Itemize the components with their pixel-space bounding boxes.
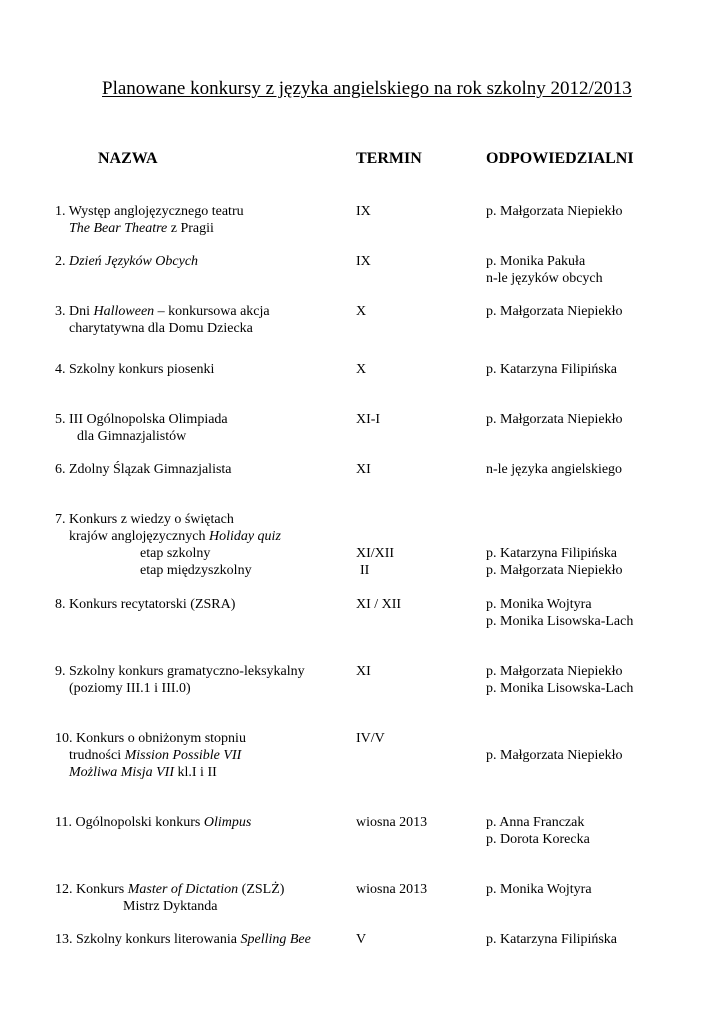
row-10-responsible: p. Małgorzata Niepiekło: [486, 748, 623, 763]
row-3-responsible: p. Małgorzata Niepiekło: [486, 304, 623, 319]
row-3-name: 3. Dni Halloween – konkursowa akcja: [55, 304, 270, 319]
row-10-name-line3: Możliwa Misja VII kl.I i II: [69, 765, 217, 780]
row-5-name-line2: dla Gimnazjalistów: [77, 429, 187, 444]
row-1-name-line2: The Bear Theatre z Pragii: [69, 221, 214, 236]
row-13-responsible: p. Katarzyna Filipińska: [486, 932, 618, 947]
row-8-name: 8. Konkurs recytatorski (ZSRA): [55, 597, 236, 612]
page-title: Planowane konkursy z języka angielskiego na rok szkolny 2012/2013: [102, 78, 632, 99]
row-8-responsible-2: p. Monika Lisowska-Lach: [486, 614, 634, 629]
row-1-name: 1. Występ anglojęzycznego teatru: [55, 204, 244, 219]
row-12-term: wiosna 2013: [356, 882, 428, 897]
row-7-stage-school: etap szkolny: [140, 546, 211, 561]
row-11-responsible: p. Anna Franczak: [486, 815, 585, 830]
row-8-responsible: p. Monika Wojtyra: [486, 597, 592, 612]
row-7-term-1: XI/XII: [356, 546, 395, 561]
row-6-name: 6. Zdolny Ślązak Gimnazjalista: [55, 462, 232, 477]
row-2-name: 2. Dzień Języków Obcych: [55, 254, 199, 269]
header-name: NAZWA: [98, 150, 158, 167]
row-12-name-line2: Mistrz Dyktanda: [123, 899, 218, 914]
row-10-name: 10. Konkurs o obniżonym stopniu: [55, 731, 246, 746]
row-10-name-line2: trudności Mission Possible VII: [69, 748, 242, 763]
row-11-term: wiosna 2013: [356, 815, 428, 830]
row-7-stage-interschool: etap międzyszkolny: [140, 563, 252, 578]
row-2-term: IX: [356, 254, 371, 269]
row-2-responsible-2: n-le języków obcych: [486, 271, 603, 286]
row-9-responsible-2: p. Monika Lisowska-Lach: [486, 681, 634, 696]
row-5-name: 5. III Ogólnopolska Olimpiada: [55, 412, 228, 427]
row-7-responsible: p. Katarzyna Filipińska: [486, 546, 618, 561]
row-11-name: 11. Ogólnopolski konkurs Olimpus: [55, 815, 252, 830]
row-1-term: IX: [356, 204, 371, 219]
row-9-responsible: p. Małgorzata Niepiekło: [486, 664, 623, 679]
row-7-name: 7. Konkurs z wiedzy o świętach: [55, 512, 234, 527]
row-1-responsible: p. Małgorzata Niepiekło: [486, 204, 623, 219]
row-13-term: V: [356, 932, 367, 947]
row-10-term: IV/V: [356, 731, 385, 746]
row-7-name-line2: krajów anglojęzycznych Holiday quiz: [69, 529, 281, 544]
row-8-term: XI / XII: [356, 597, 402, 612]
row-6-term: XI: [356, 462, 371, 477]
row-9-name-line2: (poziomy III.1 i III.0): [69, 681, 191, 696]
row-5-term: XI-I: [356, 412, 381, 427]
row-2-responsible: p. Monika Pakuła: [486, 254, 586, 269]
row-3-term: X: [356, 304, 367, 319]
header-responsible: ODPOWIEDZIALNI: [486, 150, 634, 167]
row-5-responsible: p. Małgorzata Niepiekło: [486, 412, 623, 427]
row-13-name: 13. Szkolny konkurs literowania Spelling Bee: [55, 932, 311, 947]
row-4-term: X: [356, 362, 367, 377]
row-11-responsible-2: p. Dorota Korecka: [486, 832, 590, 847]
row-4-responsible: p. Katarzyna Filipińska: [486, 362, 618, 377]
row-7-responsible-2: p. Małgorzata Niepiekło: [486, 563, 623, 578]
row-6-responsible: n-le języka angielskiego: [486, 462, 623, 477]
row-12-name: 12. Konkurs Master of Dictation (ZSLŻ): [55, 882, 285, 897]
row-9-name: 9. Szkolny konkurs gramatyczno-leksykalny: [55, 664, 305, 679]
row-4-name: 4. Szkolny konkurs piosenki: [55, 362, 215, 377]
row-3-name-line2: charytatywna dla Domu Dziecka: [69, 321, 253, 336]
row-12-responsible: p. Monika Wojtyra: [486, 882, 592, 897]
row-9-term: XI: [356, 664, 371, 679]
row-7-term-2: II: [360, 563, 370, 578]
header-term: TERMIN: [356, 150, 422, 167]
